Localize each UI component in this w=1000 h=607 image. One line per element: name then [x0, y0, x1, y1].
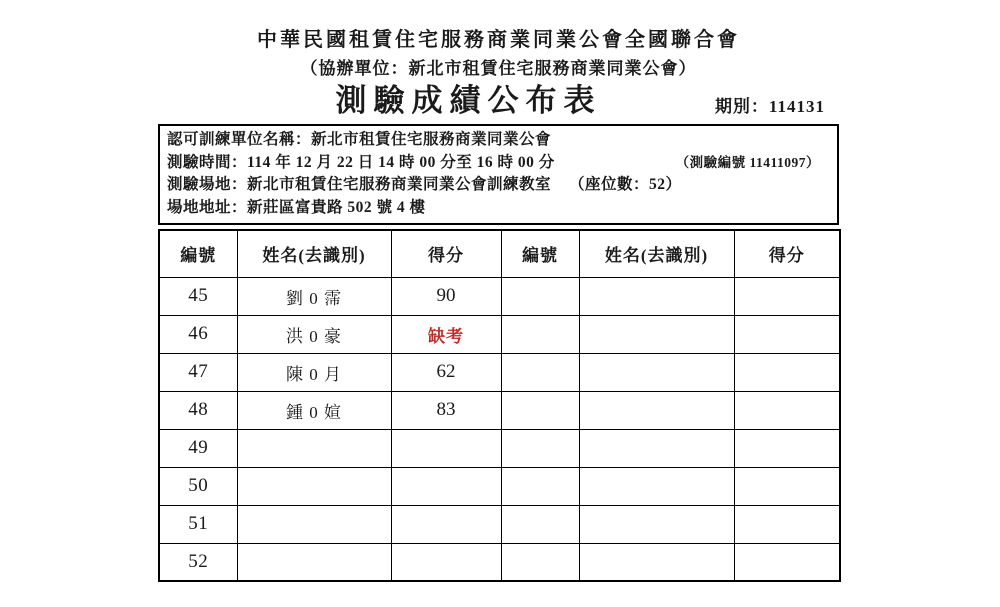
seat-number-cell [501, 315, 579, 353]
seat-number-cell [501, 391, 579, 429]
name-cell: 洪 0 豪 [237, 315, 391, 353]
exam-number-note: （測驗編號 11411097） [675, 154, 820, 170]
score-cell [391, 467, 501, 505]
exam-time-line [167, 152, 830, 175]
seat-number-cell: 49 [159, 429, 237, 467]
score-cell [391, 505, 501, 543]
score-cell [391, 543, 501, 581]
header-name-left: 姓名(去識別) [237, 230, 391, 277]
score-cell: 缺考 [391, 315, 501, 353]
exam-venue-line [167, 174, 830, 197]
table-row [159, 353, 840, 391]
exam-venue-text: 測驗場地：新北市租賃住宅服務商業同業公會訓練教室 [167, 176, 552, 193]
seat-number-cell [501, 353, 579, 391]
score-cell: 83 [391, 391, 501, 429]
score-cell [734, 353, 840, 391]
table-row [159, 543, 840, 581]
document-title: 測驗成績公布表 [335, 83, 602, 118]
name-cell: 陳 0 月 [237, 353, 391, 391]
seat-number-cell: 52 [159, 543, 237, 581]
seat-number-cell: 46 [159, 315, 237, 353]
name-cell: 劉 0 霈 [237, 277, 391, 315]
name-cell [579, 277, 734, 315]
header-seat-number-right: 編號 [501, 230, 579, 277]
score-table-body [159, 277, 840, 581]
seat-number-cell: 51 [159, 505, 237, 543]
title-row [158, 82, 839, 119]
co-organizer-line: （協辦單位：新北市租賃住宅服務商業同業公會） [300, 59, 697, 78]
seat-number-cell: 48 [159, 391, 237, 429]
score-cell [734, 467, 840, 505]
venue-address-text: 場地地址：新莊區富貴路 502 號 4 樓 [167, 198, 426, 216]
name-cell [579, 467, 734, 505]
name-cell: 鍾 0 媗 [237, 391, 391, 429]
name-cell [579, 391, 734, 429]
name-cell [237, 505, 391, 543]
seat-number-cell: 50 [159, 467, 237, 505]
seat-number-cell: 45 [159, 277, 237, 315]
seat-count-note: （座位數：52） [569, 176, 682, 193]
exam-info-box [158, 124, 839, 225]
exam-time-text: 測驗時間：114 年 12 月 22 日 14 時 00 分至 16 時 00 分 [167, 153, 555, 171]
period-label: 期別：114131 [714, 97, 825, 116]
score-cell [734, 543, 840, 581]
score-announcement-document [158, 0, 839, 582]
name-cell [579, 543, 734, 581]
venue-address-line [167, 197, 830, 220]
header-score-left: 得分 [391, 230, 501, 277]
name-cell [237, 543, 391, 581]
seat-number-cell [501, 429, 579, 467]
score-table [158, 229, 841, 582]
table-row [159, 467, 840, 505]
name-cell [579, 315, 734, 353]
table-row [159, 505, 840, 543]
seat-number-cell [501, 277, 579, 315]
score-cell [734, 505, 840, 543]
training-unit-line [167, 129, 830, 152]
score-cell: 62 [391, 353, 501, 391]
header-score-right: 得分 [734, 230, 840, 277]
seat-number-cell: 47 [159, 353, 237, 391]
name-cell [579, 353, 734, 391]
table-row [159, 277, 840, 315]
score-cell [734, 429, 840, 467]
score-cell: 90 [391, 277, 501, 315]
organization-title: 中華民國租賃住宅服務商業同業公會全國聯合會 [257, 29, 740, 51]
score-cell [734, 277, 840, 315]
seat-number-cell [501, 505, 579, 543]
score-cell [734, 315, 840, 353]
header-seat-number-left: 編號 [159, 230, 237, 277]
name-cell [579, 505, 734, 543]
name-cell [237, 429, 391, 467]
table-row [159, 315, 840, 353]
name-cell [579, 429, 734, 467]
header-name-right: 姓名(去識別) [579, 230, 734, 277]
table-header-row [159, 230, 840, 277]
name-cell [237, 467, 391, 505]
seat-number-cell [501, 467, 579, 505]
training-unit-text: 認可訓練單位名稱：新北市租賃住宅服務商業同業公會 [167, 131, 552, 148]
score-cell [391, 429, 501, 467]
score-cell [734, 391, 840, 429]
table-row [159, 391, 840, 429]
table-row [159, 429, 840, 467]
seat-number-cell [501, 543, 579, 581]
